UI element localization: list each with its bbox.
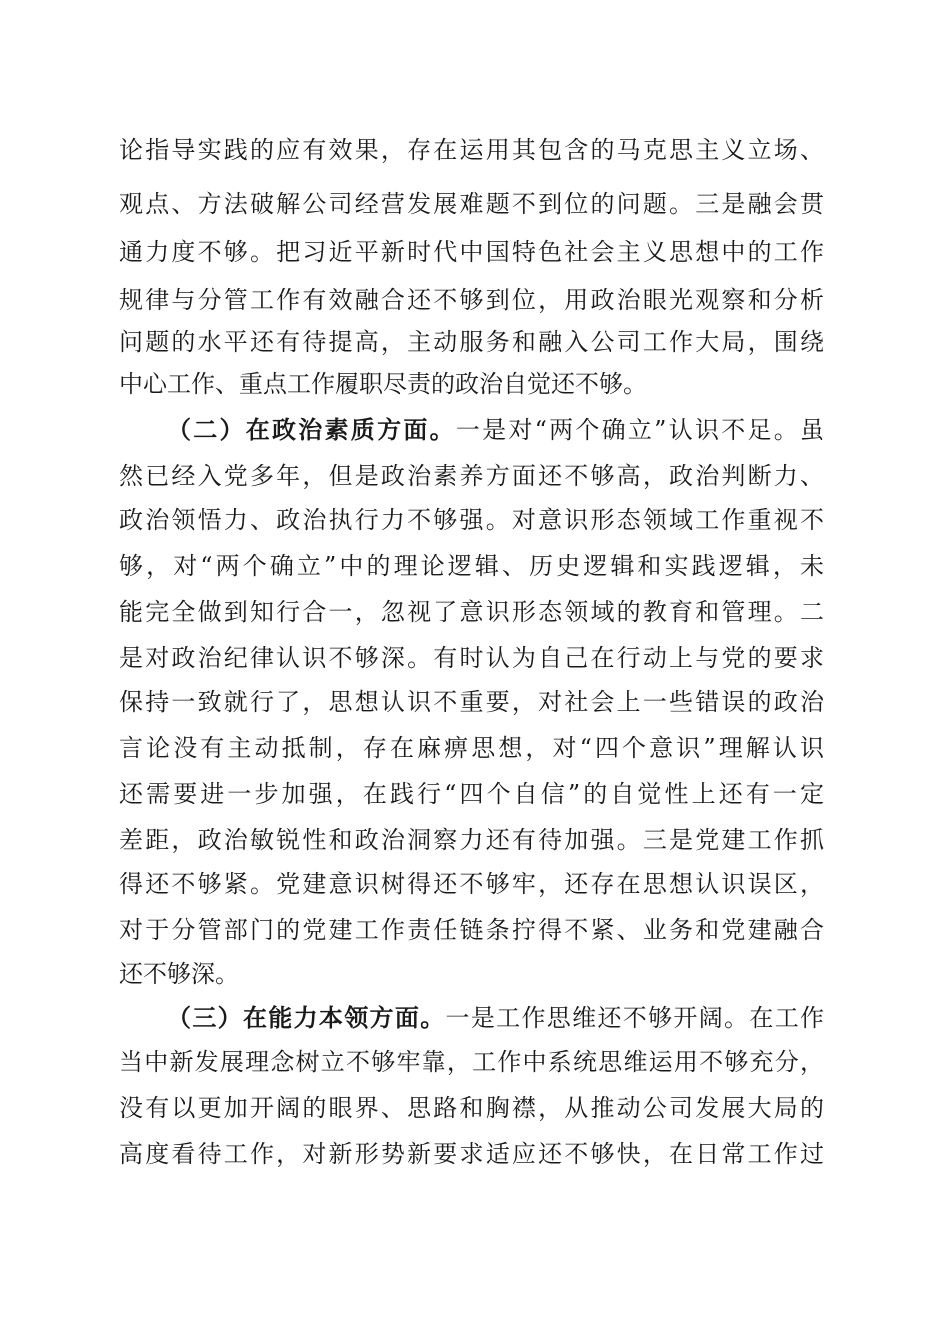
text-line: 当中新发展理念树立不够牢靠，工作中系统思维运用不够充分， [119,1048,824,1076]
text-line: 能完全做到知行合一，忽视了意识形态领域的教育和管理。二 [119,598,824,626]
text-line: 是对政治纪律认识不够深。有时认为自己在行动上与党的要求 [119,644,824,672]
text-line: 没有以更加开阔的眼界、思路和胸襟，从推动公司发展大局的 [119,1094,824,1122]
text-line: 政治领悟力、政治执行力不够强。对意识形态领域工作重视不 [119,506,824,534]
text-line: 差距，政治敏锐性和政治洞察力还有待加强。三是党建工作抓 [119,826,824,854]
text-line: 论指导实践的应有效果，存在运用其包含的马克思主义立场、 [119,136,824,164]
section-text: 一是工作思维还不够开阔。在工作 [445,1004,825,1032]
text-line: 言论没有主动抵制，存在麻痹思想，对“四个意识”理解认识 [119,734,824,762]
section-heading-line [167,1000,824,1036]
text-line: 还不够深。 [119,960,239,988]
text-line: 得还不够紧。党建意识树得还不够牢，还存在思想认识误区， [119,870,824,898]
text-line: 高度看待工作，对新形势新要求适应还不够快，在日常工作过 [119,1140,824,1168]
section-text: 一是对“两个确立”认识不足。虽 [455,416,824,444]
section-heading-line [167,412,824,448]
text-line: 对于分管部门的党建工作责任链条拧得不紧、业务和党建融合 [119,916,824,944]
text-line: 保持一致就行了，思想认识不重要，对社会上一些错误的政治 [119,688,824,716]
text-line: 还需要进一步加强，在践行“四个自信”的自觉性上还有一定 [119,780,824,808]
section-heading: （三）在能力本领方面。 [167,1004,446,1032]
text-line: 然已经入党多年，但是政治素养方面还不够高，政治判断力、 [119,462,824,490]
section-heading: （二）在政治素质方面。 [167,416,456,444]
text-line: 观点、方法破解公司经营发展难题不到位的问题。三是融会贯 [119,190,824,218]
text-line: 问题的水平还有待提高，主动服务和融入公司工作大局，围绕 [119,328,824,356]
text-line: 中心工作、重点工作履职尽责的政治自觉还不够。 [119,370,647,398]
text-line: 通力度不够。把习近平新时代中国特色社会主义思想中的工作 [119,238,824,266]
text-line: 规律与分管工作有效融合还不够到位，用政治眼光观察和分析 [119,286,824,314]
text-line: 够，对“两个确立”中的理论逻辑、历史逻辑和实践逻辑，未 [119,552,824,580]
